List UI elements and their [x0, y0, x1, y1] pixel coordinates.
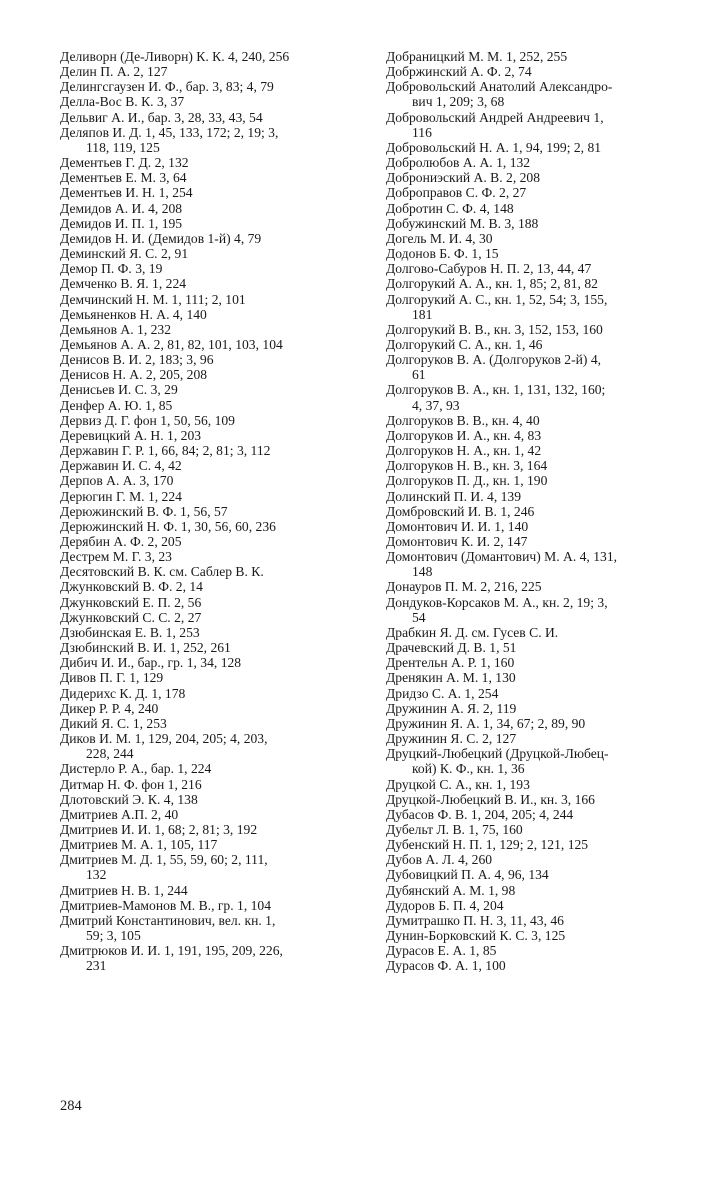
index-entry-line: Дубенский Н. П. 1, 129; 2, 121, 125 — [386, 837, 589, 853]
index-entry-line: Дерюжинский Н. Ф. 1, 30, 56, 60, 236 — [60, 518, 276, 534]
index-entry-line: Долгоруков В. А. (Долгоруков 2-й) 4, — [386, 352, 602, 368]
index-entry-line: Демчинский Н. М. 1, 111; 2, 101 — [60, 291, 246, 307]
index-entry-line: Дзюбинский В. И. 1, 252, 261 — [60, 640, 231, 656]
index-entry — [386, 655, 691, 670]
index-entry — [386, 534, 691, 549]
index-entry-line: Денфер А. Ю. 1, 85 — [60, 397, 173, 413]
index-entry-line: Долгоруков Н. В., кн. 3, 164 — [386, 458, 548, 474]
index-entry — [386, 110, 691, 140]
index-entry — [60, 64, 365, 79]
index-entry-line: Дурасов Е. А. 1, 85 — [386, 943, 497, 959]
index-entry-line: Дмитриев-Мамонов М. В., гр. 1, 104 — [60, 897, 272, 913]
index-entry-line: Длотовский Э. К. 4, 138 — [60, 791, 198, 807]
index-entry — [386, 640, 691, 655]
index-entry-line: Доброниэский А. В. 2, 208 — [386, 170, 541, 186]
index-entry — [386, 549, 691, 579]
index-entry-line: Долинский П. И. 4, 139 — [386, 488, 522, 504]
index-entry — [386, 201, 691, 216]
index-entry-line: Додонов Б. Ф. 1, 15 — [386, 246, 499, 262]
index-entry-line: Деляпов И. Д. 1, 45, 133, 172; 2, 19; 3, — [60, 124, 279, 140]
index-entry — [386, 170, 691, 185]
index-entry — [386, 958, 691, 973]
index-entry-line: Догель М. И. 4, 30 — [386, 230, 493, 246]
index-entry-line: Друцкой С. А., кн. 1, 193 — [386, 776, 530, 792]
index-entry — [386, 883, 691, 898]
index-entry-line: Домбровский И. В. 1, 246 — [386, 503, 535, 519]
index-entry-continuation: 181 — [412, 306, 433, 322]
index-entry — [386, 943, 691, 958]
index-entry — [60, 625, 365, 640]
index-entry-line: Джунковский С. С. 2, 27 — [60, 609, 202, 625]
index-entry — [60, 792, 365, 807]
index-entry-line: Долгоруков П. Д., кн. 1, 190 — [386, 473, 548, 489]
index-entry — [60, 883, 365, 898]
index-entry-line: Денисов В. И. 2, 183; 3, 96 — [60, 352, 214, 368]
index-entry — [386, 792, 691, 807]
index-entry — [386, 579, 691, 594]
index-entry-line: Денисов Н. А. 2, 205, 208 — [60, 367, 208, 383]
index-entry — [386, 867, 691, 882]
index-entry-line: Дитмар Н. Ф. фон 1, 216 — [60, 776, 202, 792]
index-entry — [386, 322, 691, 337]
index-entry — [386, 670, 691, 685]
index-entry — [60, 579, 365, 594]
index-entry-line: Демидов А. И. 4, 208 — [60, 200, 183, 216]
index-entry — [60, 246, 365, 261]
index-entry — [386, 352, 691, 382]
index-entry — [60, 473, 365, 488]
index-entry — [386, 595, 691, 625]
index-entry — [60, 382, 365, 397]
index-entry-line: Дементьев Г. Д. 2, 132 — [60, 155, 189, 171]
index-entry — [60, 185, 365, 200]
index-entry — [60, 640, 365, 655]
index-entry-line: Демидов И. П. 1, 195 — [60, 215, 183, 231]
index-entry — [386, 443, 691, 458]
index-entry-continuation: 4, 37, 93 — [412, 397, 460, 413]
index-entry-line: Дмитрий Константинович, вел. кн. 1, — [60, 912, 276, 928]
index-entry-line: Джунковский В. Ф. 2, 14 — [60, 579, 203, 595]
index-entry — [60, 716, 365, 731]
index-entry-line: Делингсгаузен И. Ф., бар. 3, 83; 4, 79 — [60, 79, 274, 95]
index-entry-line: Долгорукий В. В., кн. 3, 152, 153, 160 — [386, 321, 603, 337]
index-entry-line: Долгорукий А. С., кн. 1, 52, 54; 3, 155, — [386, 291, 608, 307]
index-entry-line: Дементьев Е. М. 3, 64 — [60, 170, 187, 186]
index-entry-line: Дмитриев И. И. 1, 68; 2, 81; 3, 192 — [60, 821, 258, 837]
index-entry — [60, 595, 365, 610]
index-column-left — [60, 49, 365, 974]
index-entry — [60, 837, 365, 852]
index-entry-line: Добротин С. Ф. 4, 148 — [386, 200, 514, 216]
index-entry — [386, 928, 691, 943]
index-entry — [60, 458, 365, 473]
index-entry-line: Дружинин Я. С. 2, 127 — [386, 731, 517, 747]
index-entry — [386, 852, 691, 867]
index-entry — [60, 322, 365, 337]
index-entry — [60, 292, 365, 307]
index-entry-line: Дмитриев М. А. 1, 105, 117 — [60, 837, 218, 853]
index-entry — [60, 216, 365, 231]
index-entry — [386, 216, 691, 231]
index-entry — [60, 731, 365, 761]
index-entry-line: Дементьев И. Н. 1, 254 — [60, 185, 193, 201]
index-entry-line: Дерюжинский В. Ф. 1, 56, 57 — [60, 503, 228, 519]
index-entry — [60, 155, 365, 170]
index-entry-continuation: 118, 119, 125 — [86, 139, 160, 155]
index-entry — [60, 337, 365, 352]
index-entry — [60, 261, 365, 276]
index-entry — [60, 761, 365, 776]
index-entry — [60, 79, 365, 94]
index-entry-line: Дзюбинская Е. В. 1, 253 — [60, 624, 200, 640]
index-entry — [386, 731, 691, 746]
index-entry — [60, 231, 365, 246]
index-entry — [60, 307, 365, 322]
index-entry-line: Добровольский Н. А. 1, 94, 199; 2, 81 — [386, 139, 602, 155]
index-entry-continuation: 61 — [412, 367, 426, 383]
index-entry — [386, 185, 691, 200]
index-entry-line: Донауров П. М. 2, 216, 225 — [386, 579, 542, 595]
index-entry — [386, 413, 691, 428]
index-entry — [60, 564, 365, 579]
index-entry-line: Долгорукий С. А., кн. 1, 46 — [386, 336, 543, 352]
index-entry-line: Друцкий-Любецкий (Друцкой-Любец- — [386, 746, 609, 762]
index-entry-line: Дружинин Я. А. 1, 34, 67; 2, 89, 90 — [386, 715, 586, 731]
index-entry-line: Дубовицкий П. А. 4, 96, 134 — [386, 867, 549, 883]
index-entry — [386, 489, 691, 504]
index-entry-line: Деревицкий А. Н. 1, 203 — [60, 427, 202, 443]
index-entry — [60, 549, 365, 564]
index-entry-continuation: 228, 244 — [86, 746, 134, 762]
index-entry — [60, 822, 365, 837]
index-entry — [386, 777, 691, 792]
index-entry-line: Державин И. С. 4, 42 — [60, 458, 182, 474]
index-entry — [60, 489, 365, 504]
index-entry-line: Дерпов А. А. 3, 170 — [60, 473, 174, 489]
index-entry-line: Деливорн (Де-Ливорн) К. К. 4, 240, 256 — [60, 49, 290, 64]
index-entry-line: Делин П. А. 2, 127 — [60, 64, 168, 80]
index-column-right — [386, 49, 691, 974]
index-entry-line: Дренякин А. М. 1, 130 — [386, 670, 516, 686]
index-entry-line: Дубов А. Л. 4, 260 — [386, 852, 493, 868]
index-entry — [60, 519, 365, 534]
index-entry — [386, 428, 691, 443]
index-entry-line: Деминский Я. С. 2, 91 — [60, 246, 189, 262]
index-entry — [386, 276, 691, 291]
index-entry-line: Дудоров Б. П. 4, 204 — [386, 897, 504, 913]
index-entry-line: Дервиз Д. Г. фон 1, 50, 56, 109 — [60, 412, 235, 428]
index-entry-line: Демьяненков Н. А. 4, 140 — [60, 306, 207, 322]
index-entry — [60, 170, 365, 185]
index-entry — [386, 79, 691, 109]
index-entry-line: Демченко В. Я. 1, 224 — [60, 276, 187, 292]
index-entry — [60, 49, 365, 64]
index-entry-line: Джунковский Е. П. 2, 56 — [60, 594, 202, 610]
index-entry — [386, 140, 691, 155]
index-entry — [386, 155, 691, 170]
index-entry-line: Добраницкий М. М. 1, 252, 255 — [386, 49, 568, 64]
index-entry-line: Дурасов Ф. А. 1, 100 — [386, 958, 506, 974]
index-entry — [60, 913, 365, 943]
index-entry — [386, 261, 691, 276]
index-entry — [386, 837, 691, 852]
index-entry — [60, 701, 365, 716]
index-entry-line: Добровольский Андрей Андреевич 1, — [386, 109, 604, 125]
index-entry — [386, 807, 691, 822]
index-entry-line: Домонтович К. И. 2, 147 — [386, 534, 528, 549]
index-entry-line: Дикий Я. С. 1, 253 — [60, 715, 167, 731]
index-entry — [386, 246, 691, 261]
index-entry-line: Доброправов С. Ф. 2, 27 — [386, 185, 527, 201]
index-entry-continuation: 54 — [412, 609, 426, 625]
index-entry-line: Дунин-Борковский К. С. 3, 125 — [386, 928, 566, 944]
index-entry-line: Долгорукий А. А., кн. 1, 85; 2, 81, 82 — [386, 276, 598, 292]
index-entry-line: Дистерло Р. А., бар. 1, 224 — [60, 761, 212, 777]
index-entry — [60, 367, 365, 382]
index-entry — [60, 428, 365, 443]
index-entry — [60, 898, 365, 913]
index-entry-line: Думитрашко П. Н. 3, 11, 43, 46 — [386, 912, 564, 928]
index-entry-line: Драчевский Д. В. 1, 51 — [386, 640, 517, 656]
index-entry-line: Добролюбов А. А. 1, 132 — [386, 155, 531, 171]
index-entry-line: Демьянов А. А. 2, 81, 82, 101, 103, 104 — [60, 336, 283, 352]
index-entry-line: Дубельт Л. В. 1, 75, 160 — [386, 821, 523, 837]
index-entry-line: Демидов Н. И. (Демидов 1-й) 4, 79 — [60, 230, 262, 246]
index-entry-line: Друцкой-Любецкий В. И., кн. 3, 166 — [386, 791, 595, 807]
index-entry — [386, 504, 691, 519]
index-entry-continuation: кой) К. Ф., кн. 1, 36 — [412, 761, 525, 777]
index-entry-line: Долгоруков В. А., кн. 1, 131, 132, 160; — [386, 382, 606, 398]
index-entry — [386, 716, 691, 731]
index-entry — [60, 110, 365, 125]
index-entry-line: Дикер Р. Р. 4, 240 — [60, 700, 159, 716]
index-entry — [386, 292, 691, 322]
index-entry-line: Демор П. Ф. 3, 19 — [60, 261, 163, 277]
index-entry-line: Долгоруков И. А., кн. 4, 83 — [386, 427, 542, 443]
page-number: 284 — [60, 1098, 82, 1114]
index-entry-continuation: 59; 3, 105 — [86, 928, 141, 944]
index-entry — [386, 746, 691, 776]
index-entry — [386, 519, 691, 534]
index-entry — [60, 807, 365, 822]
index-entry — [60, 443, 365, 458]
index-entry — [60, 670, 365, 685]
index-entry-line: Дерябин А. Ф. 2, 205 — [60, 534, 182, 549]
index-entry-continuation: 132 — [86, 867, 107, 883]
index-entry — [386, 898, 691, 913]
index-entry-line: Добужинский М. В. 3, 188 — [386, 215, 539, 231]
index-entry — [60, 276, 365, 291]
index-entry — [386, 49, 691, 64]
index-entry-line: Дмитрюков И. И. 1, 191, 195, 209, 226, — [60, 943, 283, 959]
index-entry — [60, 777, 365, 792]
index-entry-line: Дибич И. И., бар., гр. 1, 34, 128 — [60, 655, 242, 671]
index-entry — [60, 943, 365, 973]
index-entry — [60, 413, 365, 428]
index-entry-line: Дестрем М. Г. 3, 23 — [60, 549, 172, 565]
index-entry-continuation: 116 — [412, 124, 432, 140]
index-entry-line: Долгоруков В. В., кн. 4, 40 — [386, 412, 540, 428]
index-entry — [60, 534, 365, 549]
index-entry-line: Диков И. М. 1, 129, 204, 205; 4, 203, — [60, 731, 268, 747]
index-entry-line: Дридзо С. А. 1, 254 — [386, 685, 499, 701]
index-entry — [386, 473, 691, 488]
index-entry — [386, 822, 691, 837]
index-entry — [60, 94, 365, 109]
index-entry — [386, 686, 691, 701]
index-entry — [386, 337, 691, 352]
index-entry — [60, 201, 365, 216]
index-entry-line: Долгово-Сабуров Н. П. 2, 13, 44, 47 — [386, 261, 592, 277]
index-entry-line: Домонтович (Домантович) М. А. 4, 131, — [386, 549, 618, 565]
index-entry-line: Державин Г. Р. 1, 66, 84; 2, 81; 3, 112 — [60, 443, 271, 459]
index-entry — [386, 231, 691, 246]
index-entry-line: Драбкин Я. Д. см. Гусев С. И. — [386, 624, 559, 640]
index-entry-line: Дрентельн А. Р. 1, 160 — [386, 655, 515, 671]
index-entry — [60, 686, 365, 701]
index-entry-line: Дерюгин Г. М. 1, 224 — [60, 488, 182, 504]
index-entry-line: Домонтович И. И. 1, 140 — [386, 518, 529, 534]
index-entry-line: Дивов П. Г. 1, 129 — [60, 670, 164, 686]
index-entry — [386, 701, 691, 716]
index-entry — [386, 625, 691, 640]
index-entry-line: Дубасов Ф. В. 1, 204, 205; 4, 244 — [386, 806, 574, 822]
index-entry — [386, 382, 691, 412]
index-entry-line: Дубянский А. М. 1, 98 — [386, 882, 516, 898]
index-entry — [60, 610, 365, 625]
index-entry — [60, 655, 365, 670]
index-entry — [60, 398, 365, 413]
index-entry-continuation: 148 — [412, 564, 433, 580]
index-entry — [60, 852, 365, 882]
index-entry-line: Денисьев И. С. 3, 29 — [60, 382, 178, 398]
index-entry-line: Десятовский В. К. см. Саблер В. К. — [60, 564, 264, 580]
index-entry-continuation: вич 1, 209; 3, 68 — [412, 94, 505, 110]
index-entry-line: Демьянов А. 1, 232 — [60, 321, 172, 337]
index-entry-line: Дмитриев М. Д. 1, 55, 59, 60; 2, 111, — [60, 852, 268, 868]
index-entry — [386, 913, 691, 928]
index-entry-line: Делла-Вос В. К. 3, 37 — [60, 94, 185, 110]
index-entry-line: Добржинский А. Ф. 2, 74 — [386, 64, 532, 80]
index-entry — [60, 504, 365, 519]
index-entry-line: Дельвиг А. И., бар. 3, 28, 33, 43, 54 — [60, 109, 263, 125]
index-entry-line: Дмитриев Н. В. 1, 244 — [60, 882, 188, 898]
index-entry-line: Дидерихс К. Д. 1, 178 — [60, 685, 186, 701]
index-entry — [60, 125, 365, 155]
index-entry — [60, 352, 365, 367]
index-entry-line: Долгоруков Н. А., кн. 1, 42 — [386, 443, 542, 459]
index-entry-line: Добровольский Анатолий Александро- — [386, 79, 613, 95]
index-entry — [386, 64, 691, 79]
index-entry-line: Дондуков-Корсаков М. А., кн. 2, 19; 3, — [386, 594, 608, 610]
index-entry-line: Дмитриев А.П. 2, 40 — [60, 806, 179, 822]
index-entry-continuation: 231 — [86, 958, 107, 974]
index-entry — [386, 458, 691, 473]
index-entry-line: Дружинин А. Я. 2, 119 — [386, 700, 517, 716]
